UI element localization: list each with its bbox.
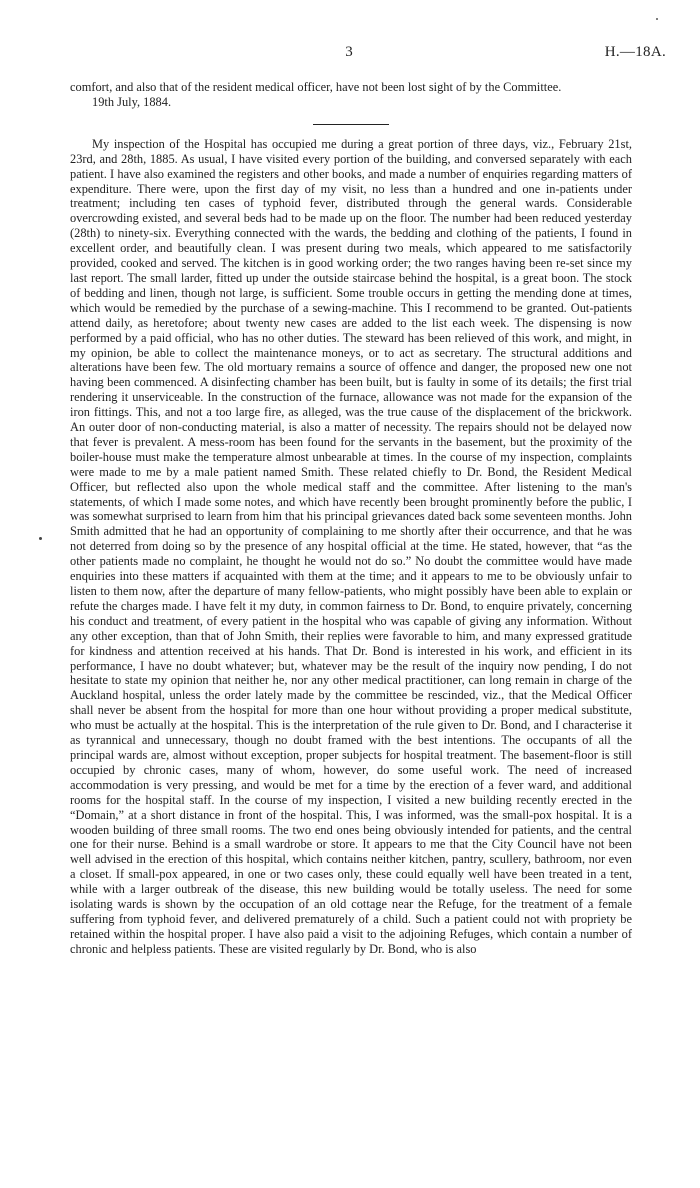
section-divider: [313, 124, 389, 125]
inspection-report-paragraph: My inspection of the Hospital has occupied me during a great portion of three days, viz., February 21st, 23rd, and 28th, 1885. As usual, I have visited every portion of the building, and conversed separately with each patient. I have also examined the registers and other books, and made a number of enquiries regarding matters of expenditure. There were, upon the first day of my visit, no less than a hundred and one in-patients under treatment; including ten cases of typhoid fever, distributed through the general wards. Considerable overcrowding existed, and several beds had to be made up on the floor. The number had been reduced yesterday (28th) to ninety-six. Everything connected with the wards, the bedding and clothing of the patients, I found in excellent order, and beautifully clean. I was present during two meals, which appeared to me satisfactorily provided, cooked and served. The kitchen is in good working order; the two ranges having been re-set since my last report. The small larder, fitted up under the outside staircase behind the hospital, is a great boon. The stock of bedding and linen, though not large, is sufficient. Some trouble occurs in getting the mending done at times, which would be remedied by the purchase of a sewing-machine. This I recommend to be granted. Out-patients attend daily, as heretofore; about twenty new cases are added to the list each week. The dispensing is now performed by a paid official, who has no other duties. The steward has been relieved of this work, and might, in my opinion, be able to collect the maintenance moneys, or to act as secretary. The structural additions and alterations have been few. The old mortuary remains a source of offence and danger, the proposed new one not having been commenced. A disinfecting chamber has been built, but is faulty in some of its details; the first trial rendering it unserviceable. In the construction of the furnace, allowance was not made for the expansion of the iron fittings. This, and not a too large fire, as alleged, was the true cause of the displacement of the brickwork. An outer door of non-conducting material, is also a matter of necessity. The repairs should not be delayed now that fever is prevalent. A mess-room has been found for the servants in the basement, but the proximity of the boiler-house must make the temperature almost unbearable at times. In the course of my inspection, complaints were made to me by a male patient named Smith. These related chiefly to Dr. Bond, the Resident Medical Officer, but reflected also upon the whole medical staff and the committee. After listening to the man's statements, of which I made some notes, and which have recently been brought prominently before the public, I was somewhat surprised to learn from him that his principal grievances dated back some seventeen months. John Smith admitted that he had an opportunity of complaining to me shortly after their occurrence, and that he was not deterred from doing so by the presence of any hospital official at the time. He stated, however, that “as the other patients made no complaint, he thought he would not do so.” No doubt the committee would have made enquiries into these matters if acquainted with them at the time; and it appears to me to be obviously unfair to listen to them now, after the departure of many fellow-patients, who might possibly have been able to explain or refute the charges made. I have felt it my duty, in common fairness to Dr. Bond, to enquire privately, concerning his conduct and treatment, of every patient in the hospital who was capable of giving any information. Without any other exception, than that of John Smith, their replies were favorable to him, and many expressed gratitude for kindness and attention received at his hands. That Dr. Bond is interested in his work, and efficient in its performance, I have no doubt whatever; but, whatever may be the result of the inquiry now pending, I do not hesitate to state my opinion that neither he, nor any other medical practitioner, can long remain in charge of the Auckland hospital, unless the order lately made by the committee be rescinded, viz., that the Medical Officer shall never be absent from the hospital for more than one hour without providing a proper medical substitute, who must be actually at the hospital. This is the interpretation of the rule given to Dr. Bond, and I characterise it as tyrannical and unnecessary, though no doubt framed with the best intentions. The occupants of all the principal wards are, almost without exception, proper subjects for hospital treatment. The basement-floor is still occupied by chronic cases, many of whom, however, do some useful work. The need of increased accommodation is very pressing, and would be met for a time by the erection of a fever ward, and additional rooms for the hospital staff. In the course of my inspection, I visited a new building recently erected in the “Domain,” at a short distance in front of the hospital. This, I was informed, was the small-pox hospital. It is a wooden building of three small rooms. The two end ones being obviously intended for patients, and the central one for their nurse. Behind is a small wardrobe or store. It appears to me that the City Council have not been well advised in the erection of this hospital, which contains neither kitchen, pantry, scullery, bathroom, nor even a closet. If small-pox appeared, in one or two cases only, these could equally well have been treated in a tent, while with a larger outbreak of the disease, this new building would be totally useless. The need for some isolating wards is shown by the occupation of an old cottage near the Refuge, for the treatment of a female suffering from typhoid fever, and delivered prematurely of a child. Such a patient could not with propriety be retained within the hospital proper. I have also paid a visit to the adjoining Refuges, which contain a number of chronic and helpless patients. These are visited regularly by Dr. Bond, who is also: [70, 136, 632, 956]
continuation-paragraph: comfort, and also that of the resident medical officer, have not been lost sight of by the Committee.: [70, 80, 562, 94]
report-date: 19th July, 1884.: [92, 94, 172, 109]
page-number: 3: [345, 44, 353, 60]
document-reference: H.—18A.: [604, 44, 666, 60]
report-body: [70, 80, 632, 957]
margin-mark: [39, 537, 42, 540]
page-speck: [656, 18, 658, 20]
